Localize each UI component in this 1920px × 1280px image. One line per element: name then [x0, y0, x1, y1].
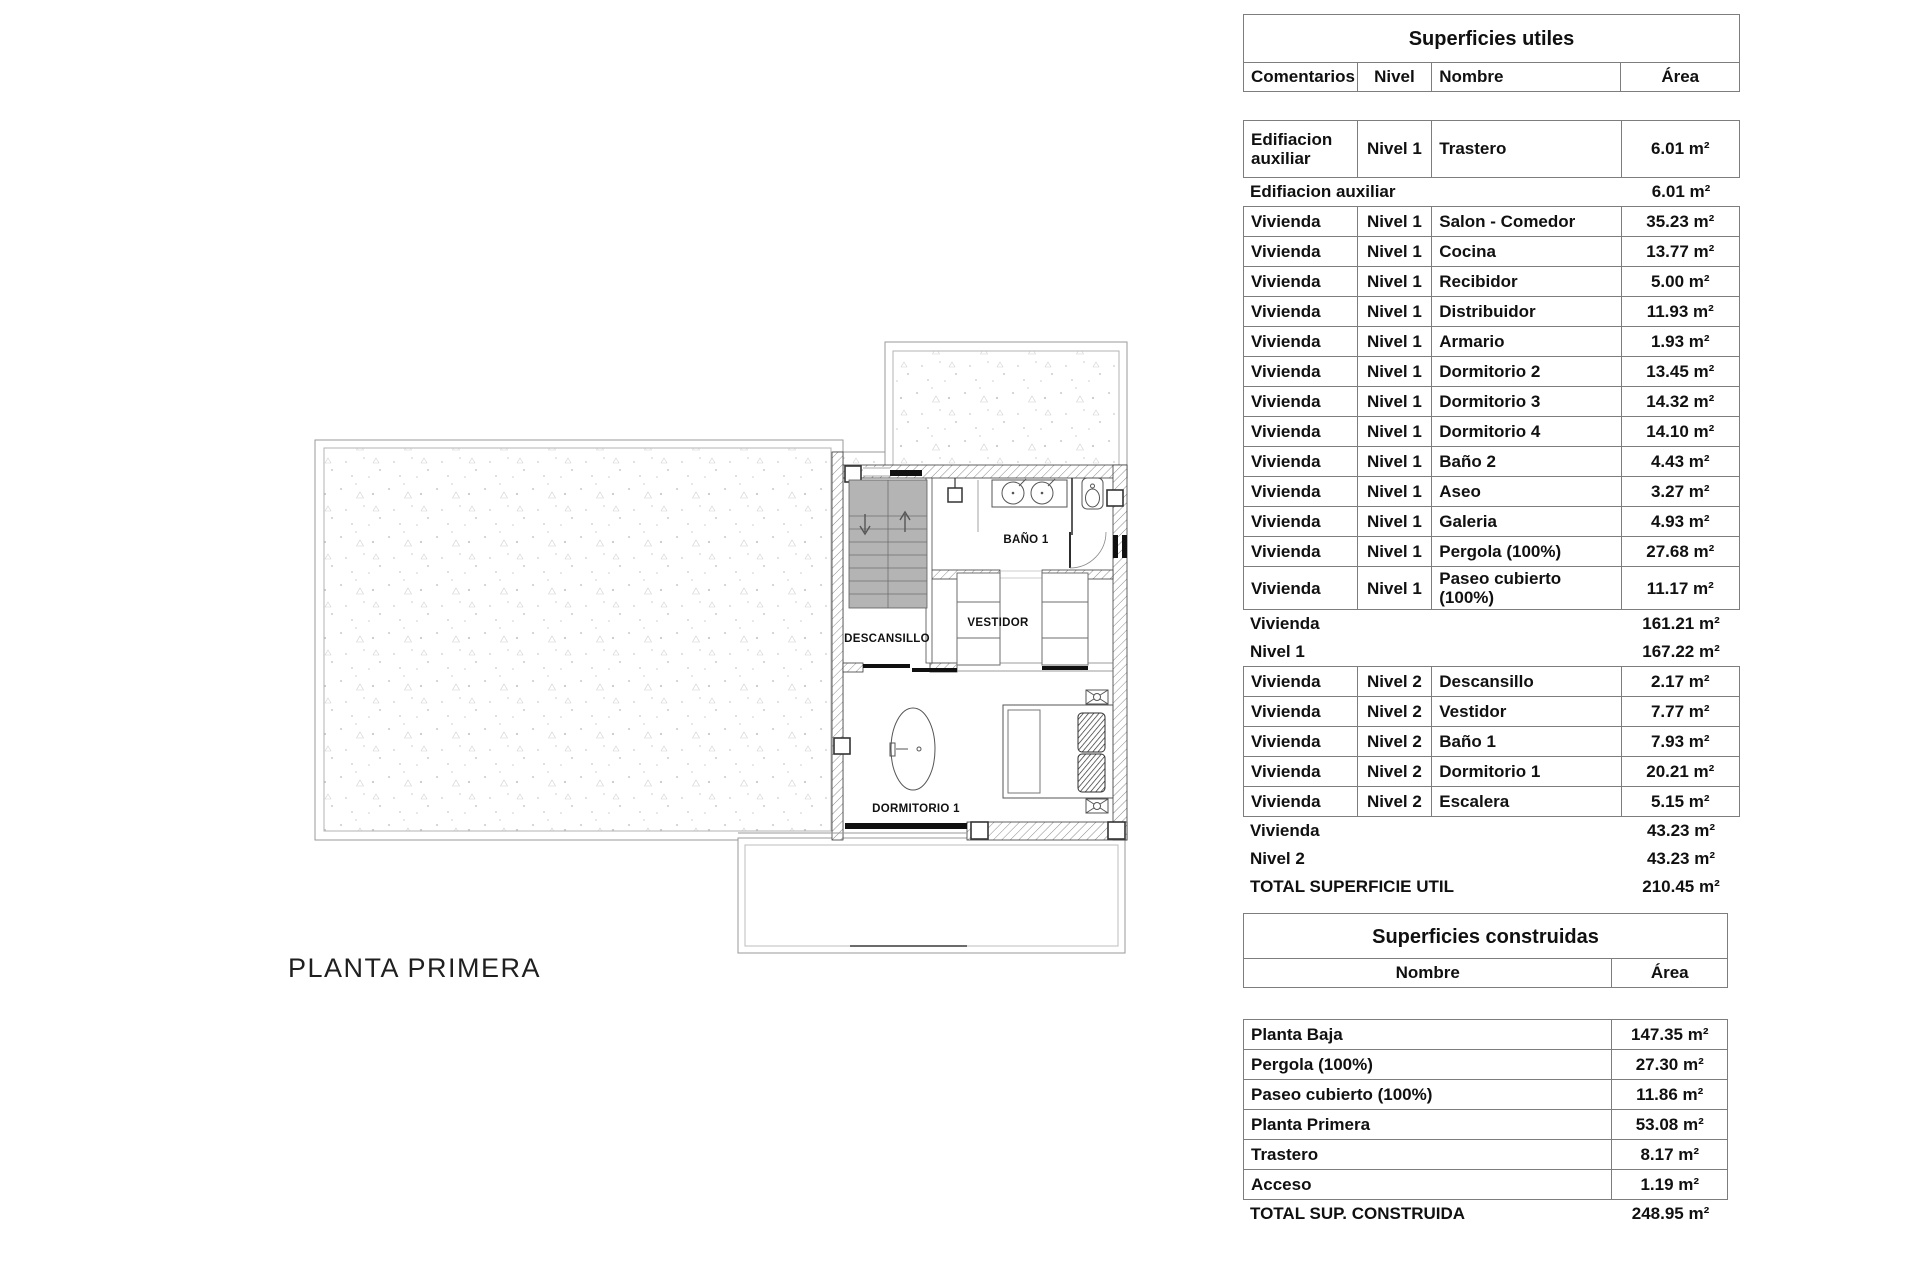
nightstand — [1086, 690, 1108, 704]
table-row — [1244, 207, 1739, 236]
cell-nombre: Pergola (100%) — [1432, 537, 1621, 566]
room-label-vestidor: VESTIDOR — [967, 617, 1029, 629]
cell-comentarios: Vivienda — [1244, 357, 1358, 386]
table-row — [1244, 1139, 1727, 1169]
cell-nivel: Nivel 1 — [1358, 267, 1433, 296]
bed-blanket — [1008, 710, 1040, 793]
cell-area: 11.86 m² — [1636, 1084, 1704, 1104]
total-label: TOTAL SUPERFICIE UTIL — [1250, 877, 1455, 897]
cell-area: 5.15 m² — [1650, 792, 1710, 812]
cell-comentarios: Vivienda — [1244, 537, 1358, 566]
table-row — [1244, 756, 1739, 786]
cell-comentarios: Vivienda — [1244, 507, 1358, 536]
cell-area: 14.32 m² — [1646, 391, 1715, 411]
cell-nombre: Salon - Comedor — [1432, 207, 1621, 236]
subtotal-label: Edifiacion auxiliar — [1250, 182, 1396, 201]
terrace-sliding-door — [845, 823, 967, 829]
cell-nivel: Nivel 1 — [1358, 327, 1433, 356]
bathroom-fixtures — [948, 478, 1106, 568]
superficies-construidas-header — [1243, 913, 1728, 988]
total-area: 210.45 m² — [1642, 877, 1720, 897]
cell-nivel: Nivel 2 — [1358, 697, 1433, 726]
cell-area: 1.19 m² — [1640, 1174, 1700, 1194]
terrace-area — [315, 440, 843, 840]
cell-area: 14.10 m² — [1646, 421, 1715, 441]
table-row — [1244, 1109, 1727, 1139]
table-row — [1244, 726, 1739, 756]
col-header-nombre: Nombre — [1244, 959, 1612, 987]
total-row — [1243, 873, 1740, 901]
cell-comentarios: Edifiacion auxiliar — [1244, 121, 1358, 177]
subtotal-area: 167.22 m² — [1642, 642, 1720, 662]
cell-nombre: Paseo cubierto (100%) — [1244, 1080, 1612, 1109]
cell-area: 7.77 m² — [1650, 702, 1710, 722]
superficies-construidas-rows — [1243, 1019, 1728, 1228]
table-box — [1243, 120, 1740, 178]
room-label-bano1: BAÑO 1 — [1003, 534, 1049, 546]
cell-nivel: Nivel 1 — [1358, 477, 1433, 506]
cell-area: 11.93 m² — [1646, 301, 1714, 321]
subtotal-row — [1243, 638, 1740, 666]
cell-nivel: Nivel 1 — [1358, 357, 1433, 386]
table-row — [1244, 1020, 1727, 1049]
cell-nombre: Escalera — [1432, 787, 1621, 816]
cell-area: 13.77 m² — [1646, 241, 1715, 261]
column-headers — [1244, 959, 1727, 987]
subtotal-label: Vivienda — [1250, 614, 1320, 634]
table-row — [1244, 121, 1739, 177]
table-row — [1244, 696, 1739, 726]
room-label-descansillo: DESCANSILLO — [844, 633, 930, 645]
cell-nivel: Nivel 1 — [1358, 567, 1433, 609]
cell-area: 20.21 m² — [1646, 762, 1715, 782]
table-title: Superficies construidas — [1244, 914, 1727, 959]
cell-nivel: Nivel 1 — [1358, 447, 1433, 476]
cell-nombre: Trastero — [1432, 121, 1621, 177]
subtotal-area: 161.21 m² — [1642, 614, 1720, 634]
cell-nombre: Galeria — [1432, 507, 1621, 536]
cell-comentarios: Vivienda — [1244, 267, 1358, 296]
cell-nombre: Baño 2 — [1432, 447, 1621, 476]
superficies-utiles-table — [1243, 14, 1740, 901]
upper-terrace-area — [833, 342, 1127, 470]
cell-nivel: Nivel 2 — [1358, 757, 1433, 786]
table-row — [1244, 506, 1739, 536]
cell-nivel: Nivel 1 — [1358, 297, 1433, 326]
table-box — [1243, 1019, 1728, 1200]
cell-area: 8.17 m² — [1640, 1144, 1700, 1164]
cell-area: 27.30 m² — [1635, 1054, 1704, 1074]
cell-nivel: Nivel 2 — [1358, 787, 1433, 816]
subtotal-label: Nivel 1 — [1250, 642, 1305, 662]
cell-nombre: Dormitorio 3 — [1432, 387, 1621, 416]
staircase — [849, 480, 927, 608]
cell-nombre: Distribuidor — [1432, 297, 1621, 326]
superficies-utiles-header — [1243, 14, 1740, 92]
door-swing-arc — [1070, 532, 1106, 568]
cell-nombre: Armario — [1432, 327, 1621, 356]
cell-comentarios: Vivienda — [1244, 567, 1358, 609]
table-row — [1244, 266, 1739, 296]
table-row — [1244, 326, 1739, 356]
subtotal-area: 43.23 m² — [1646, 821, 1716, 841]
col-header-area: Área — [1661, 67, 1700, 86]
cell-nombre: Planta Baja — [1244, 1020, 1612, 1049]
cell-comentarios: Vivienda — [1244, 237, 1358, 266]
cell-nivel: Nivel 2 — [1358, 727, 1433, 756]
cell-nombre: Baño 1 — [1432, 727, 1621, 756]
cell-nombre: Acceso — [1244, 1170, 1612, 1199]
cell-area: 53.08 m² — [1635, 1114, 1704, 1134]
cell-area: 35.23 m² — [1646, 211, 1715, 231]
table-row — [1244, 786, 1739, 816]
table-box — [1243, 666, 1740, 817]
cell-comentarios: Vivienda — [1244, 207, 1358, 236]
cell-nombre: Cocina — [1432, 237, 1621, 266]
cell-area: 3.27 m² — [1650, 481, 1710, 501]
cell-comentarios: Vivienda — [1244, 727, 1358, 756]
cell-nivel: Nivel 1 — [1358, 507, 1433, 536]
cell-nombre: Planta Primera — [1244, 1110, 1612, 1139]
cell-nivel: Nivel 2 — [1358, 667, 1433, 696]
table-title: Superficies utiles — [1244, 15, 1739, 63]
stair-window — [890, 470, 922, 476]
table-row — [1244, 416, 1739, 446]
superficies-utiles-rows — [1243, 120, 1740, 901]
table-row — [1244, 356, 1739, 386]
subtotal-row — [1243, 178, 1740, 206]
col-header-nivel: Nivel — [1358, 63, 1433, 91]
cell-comentarios: Vivienda — [1244, 417, 1358, 446]
cell-nivel: Nivel 1 — [1358, 237, 1433, 266]
superficies-construidas-table — [1243, 913, 1728, 1228]
plan-title: PLANTA PRIMERA — [288, 953, 542, 983]
cell-nombre: Pergola (100%) — [1244, 1050, 1612, 1079]
cell-nombre: Recibidor — [1432, 267, 1621, 296]
side-window — [1122, 535, 1127, 558]
cell-comentarios: Vivienda — [1244, 697, 1358, 726]
table-row — [1244, 386, 1739, 416]
table-row — [1244, 1079, 1727, 1109]
cell-comentarios: Vivienda — [1244, 757, 1358, 786]
side-window — [1113, 535, 1118, 558]
col-header-comentarios: Comentarios — [1244, 63, 1358, 91]
subtotal-row — [1243, 845, 1740, 873]
table-box — [1243, 206, 1740, 610]
cell-comentarios: Vivienda — [1244, 327, 1358, 356]
cell-area: 1.93 m² — [1650, 331, 1710, 351]
table-row — [1244, 566, 1739, 609]
pillow — [1078, 754, 1105, 792]
col-header-area: Área — [1650, 963, 1689, 982]
cell-comentarios: Vivienda — [1244, 477, 1358, 506]
cell-comentarios: Vivienda — [1244, 297, 1358, 326]
cell-area: 4.43 m² — [1650, 451, 1710, 471]
table-row — [1244, 296, 1739, 326]
porch-outline — [738, 838, 1125, 953]
cell-area: 7.93 m² — [1650, 732, 1710, 752]
pillow — [1078, 713, 1105, 752]
landing-sliding-door — [912, 668, 957, 672]
cell-area: 13.45 m² — [1646, 361, 1715, 381]
subtotal-label: Nivel 2 — [1250, 849, 1305, 869]
cell-comentarios: Vivienda — [1244, 787, 1358, 816]
cell-comentarios: Vivienda — [1244, 667, 1358, 696]
total-label: TOTAL SUP. CONSTRUIDA — [1250, 1204, 1466, 1223]
cell-nombre: Paseo cubierto (100%) — [1432, 567, 1621, 609]
closet-door — [1042, 666, 1088, 670]
bedroom-furniture — [890, 690, 1113, 813]
cell-nombre: Vestidor — [1432, 697, 1621, 726]
cell-nivel: Nivel 1 — [1358, 207, 1433, 236]
table-row — [1244, 1169, 1727, 1199]
cell-nivel: Nivel 1 — [1358, 121, 1433, 177]
col-header-nombre: Nombre — [1432, 63, 1621, 91]
subtotal-label: Vivienda — [1250, 821, 1320, 841]
subtotal-row — [1243, 610, 1740, 638]
table-row — [1244, 536, 1739, 566]
subtotal-area: 43.23 m² — [1646, 849, 1716, 869]
cell-nombre: Dormitorio 1 — [1432, 757, 1621, 786]
table-row — [1244, 236, 1739, 266]
cell-area: 11.17 m² — [1646, 578, 1714, 598]
cell-nombre: Dormitorio 4 — [1432, 417, 1621, 446]
total-row — [1243, 1200, 1728, 1228]
cell-nivel: Nivel 1 — [1358, 417, 1433, 446]
nightstand — [1086, 799, 1108, 813]
room-label-dormitorio1: DORMITORIO 1 — [872, 803, 960, 815]
table-row — [1244, 1049, 1727, 1079]
cell-area: 6.01 m² — [1650, 139, 1710, 159]
column-headers — [1244, 63, 1739, 91]
cell-nombre: Descansillo — [1432, 667, 1621, 696]
shower-head — [948, 488, 962, 502]
subtotal-row — [1243, 817, 1740, 845]
cell-area: 5.00 m² — [1650, 271, 1710, 291]
cell-comentarios: Vivienda — [1244, 387, 1358, 416]
subtotal-area: 6.01 m² — [1651, 182, 1711, 201]
cell-nombre: Trastero — [1244, 1140, 1612, 1169]
landing-sliding-door — [863, 664, 910, 668]
cell-area: 27.68 m² — [1646, 541, 1715, 561]
cell-comentarios: Vivienda — [1244, 447, 1358, 476]
table-row — [1244, 446, 1739, 476]
cell-area: 2.17 m² — [1650, 672, 1710, 692]
table-row — [1244, 476, 1739, 506]
cell-area: 147.35 m² — [1630, 1024, 1709, 1044]
cell-nivel: Nivel 1 — [1358, 537, 1433, 566]
table-row — [1244, 667, 1739, 696]
cell-area: 4.93 m² — [1650, 511, 1710, 531]
cell-nombre: Dormitorio 2 — [1432, 357, 1621, 386]
total-area: 248.95 m² — [1631, 1204, 1710, 1223]
cell-nivel: Nivel 1 — [1358, 387, 1433, 416]
cell-nombre: Aseo — [1432, 477, 1621, 506]
